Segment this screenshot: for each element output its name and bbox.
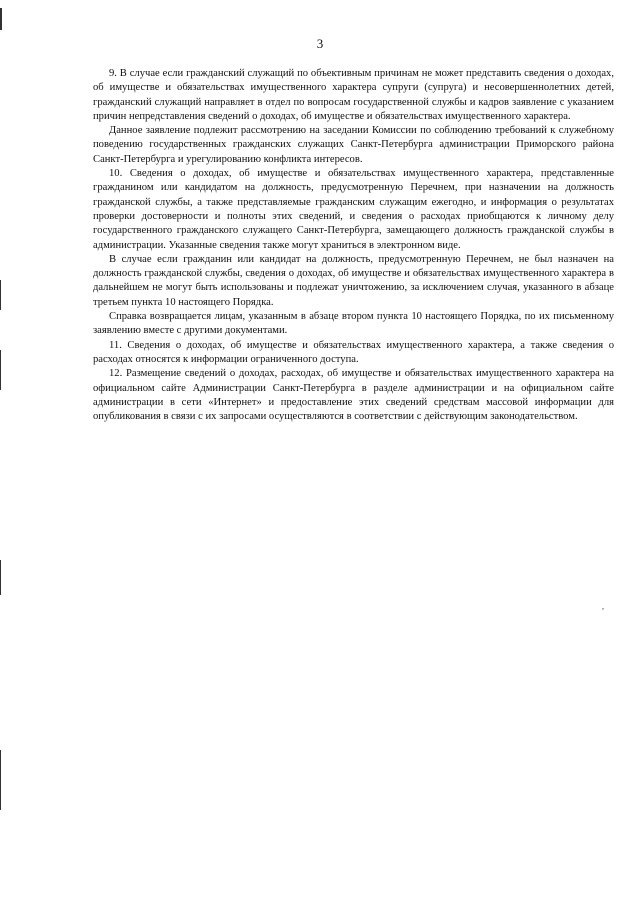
paragraph-10-non-appointed: В случае если гражданин или кандидат на должность, предусмотренную Перечнем, не был назначен на должность гражданской службы, сведения о доходах, об имуществе и обязательствах имущественного характера в дальнейшем не могут быть использованы и подлежат уничтожению, за исключением случая, указанного в абзаце третьем пункта 10 настоящего Порядка.: [93, 253, 614, 308]
paragraph-11: 11. Сведения о доходах, об имуществе и обязательствах имущественного характера, а также сведения о расходах относятся к информации ограниченного доступа.: [93, 339, 614, 365]
scan-edge-mark: [0, 560, 1, 595]
scan-edge-mark: [0, 750, 1, 810]
scan-edge-mark: [0, 8, 2, 30]
paragraph-10-return: Справка возвращается лицам, указанным в абзаце втором пункта 10 настоящего Порядка, по их письменному заявлению вместе с другими документами.: [93, 311, 614, 337]
paragraph-9-statement: Данное заявление подлежит рассмотрению на заседании Комиссии по соблюдению требований к служебному поведению государственных гражданских служащих Санкт-Петербурга администрации Приморского района Санкт-Петербурга и урегулированию конфликта интересов.: [93, 125, 614, 165]
scan-speck: ,: [602, 602, 604, 611]
document-body: [93, 67, 614, 424]
paragraph-9: 9. В случае если гражданский служащий по объективным причинам не может представить сведения о доходах, об имуществе и обязательствах имущественного характера супруги (супруга) и несовершеннолетних детей, гражданский служащий направляет в отдел по вопросам государственной службы и кадров заявление с указанием причин непредставления сведений о доходах, об имуществе и обязательствах имущественного характера.: [93, 68, 614, 122]
scan-edge-mark: [0, 280, 1, 310]
paragraph-12: 12. Размещение сведений о доходах, расходах, об имуществе и обязательствах имущественного характера на официальном сайте Администрации Санкт-Петербурга в разделе администрации и на официальном сайте администрации в сети «Интернет» и предоставление этих сведений средствам массовой информации для опубликования в связи с их запросами осуществляются в соответствии с действующим законодательством.: [93, 368, 614, 423]
scan-edge-mark: [0, 350, 1, 390]
paragraph-10: 10. Сведения о доходах, об имуществе и обязательствах имущественного характера, представленные гражданином или кандидатом на должность, предусмотренную Перечнем, при назначении на должность гражданской службы, а также представляемые гражданским служащим ежегодно, и информация о результатах проверки достоверности и полноты этих сведений, и сведения о расходах приобщаются к личному делу государственного гражданского служащего Санкт-Петербурга, замещающего должность гражданской службы в администрации. Указанные сведения также могут храниться в электронном виде.: [93, 168, 614, 251]
page-number: 3: [316, 36, 324, 51]
